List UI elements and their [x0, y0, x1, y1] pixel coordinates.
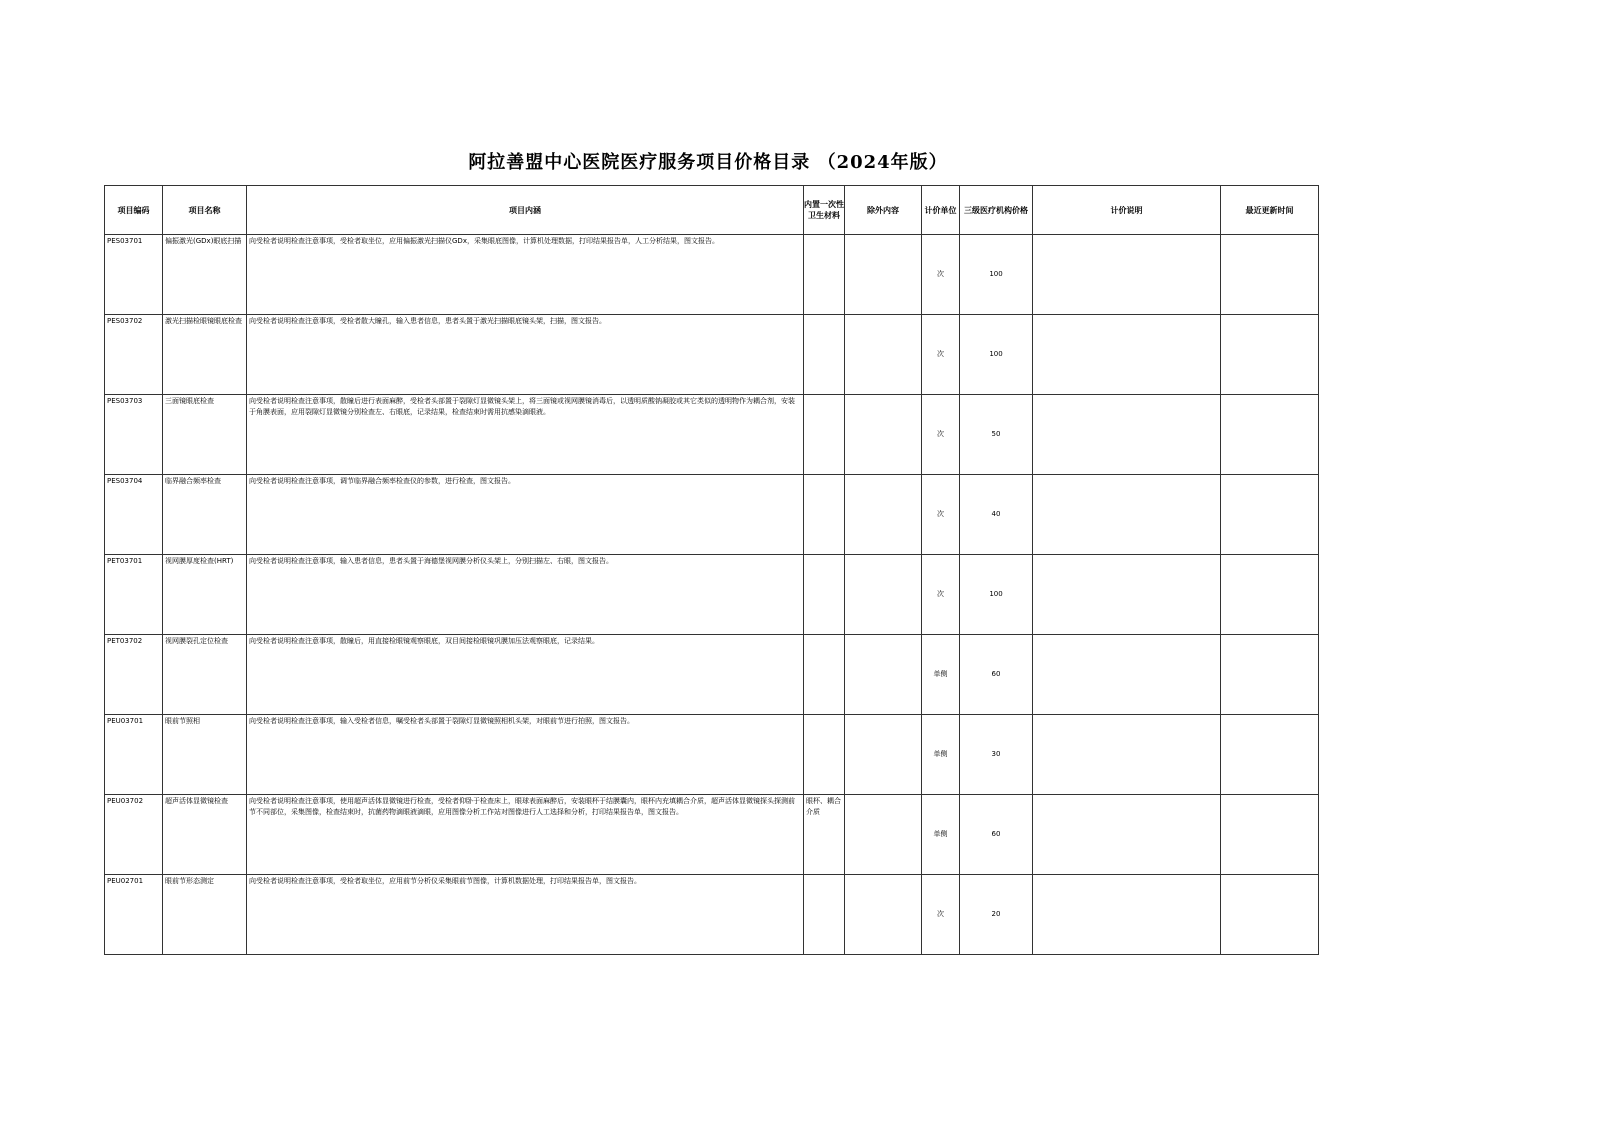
cell-name: 眼前节形态测定	[163, 875, 247, 955]
table-row	[105, 715, 1319, 795]
cell-unit: 单侧	[922, 795, 960, 875]
cell-exclude	[845, 795, 922, 875]
col-header-unit: 计价单位	[922, 186, 960, 235]
cell-code: PES03703	[105, 395, 163, 475]
table-row	[105, 235, 1319, 315]
cell-material	[804, 875, 845, 955]
cell-material	[804, 235, 845, 315]
cell-note	[1033, 635, 1221, 715]
cell-content: 向受检者说明检查注意事项，输入受检者信息，嘱受检者头部置于裂隙灯显微镜照相机头架，对眼前节进行拍照，图文报告。	[247, 715, 804, 795]
table-row	[105, 475, 1319, 555]
cell-updated	[1221, 795, 1319, 875]
cell-content: 向受检者说明检查注意事项，受检者取坐位，应用偏振激光扫描仪GDx，采集眼底图像，计算机处理数据，打印结果报告单，人工分析结果，图文报告。	[247, 235, 804, 315]
cell-material	[804, 635, 845, 715]
cell-unit: 次	[922, 395, 960, 475]
cell-price: 40	[960, 475, 1033, 555]
cell-exclude	[845, 235, 922, 315]
cell-material	[804, 555, 845, 635]
cell-price: 50	[960, 395, 1033, 475]
cell-content: 向受检者说明检查注意事项，输入患者信息，患者头置于海德堡视网膜分析仪头架上，分别扫描左、右眼，图文报告。	[247, 555, 804, 635]
cell-updated	[1221, 555, 1319, 635]
cell-updated	[1221, 395, 1319, 475]
cell-note	[1033, 795, 1221, 875]
table-row	[105, 315, 1319, 395]
cell-note	[1033, 715, 1221, 795]
cell-note	[1033, 875, 1221, 955]
cell-material	[804, 475, 845, 555]
cell-note	[1033, 235, 1221, 315]
cell-unit: 次	[922, 235, 960, 315]
table-row	[105, 555, 1319, 635]
cell-unit: 次	[922, 475, 960, 555]
cell-exclude	[845, 635, 922, 715]
cell-unit: 单侧	[922, 715, 960, 795]
cell-code: PET03701	[105, 555, 163, 635]
cell-code: PEU02701	[105, 875, 163, 955]
page-title: 阿拉善盟中心医院医疗服务项目价格目录 （2024年版）	[468, 152, 948, 173]
cell-name: 偏振激光(GDx)眼底扫描	[163, 235, 247, 315]
cell-note	[1033, 475, 1221, 555]
cell-code: PET03702	[105, 635, 163, 715]
cell-material	[804, 395, 845, 475]
col-header-code: 项目编码	[105, 186, 163, 235]
col-header-material: 内置一次性卫生材料	[804, 186, 845, 235]
cell-exclude	[845, 475, 922, 555]
col-header-name: 项目名称	[163, 186, 247, 235]
cell-code: PES03701	[105, 235, 163, 315]
cell-name: 三面镜眼底检查	[163, 395, 247, 475]
cell-content: 向受检者说明检查注意事项，调节临界融合频率检查仪的参数，进行检查，图文报告。	[247, 475, 804, 555]
cell-unit: 单侧	[922, 635, 960, 715]
cell-material	[804, 715, 845, 795]
cell-price: 100	[960, 315, 1033, 395]
cell-code: PES03702	[105, 315, 163, 395]
cell-content: 向受检者说明检查注意事项，使用超声活体显微镜进行检查，受检者仰卧于检查床上，眼球表面麻醉后，安装眼杯于结膜囊内，眼杯内充填耦合介质，超声活体显微镜探头探测前节不同部位，采集图像，检查结束时，抗菌药物滴眼液滴眼，应用图像分析工作站对图像进行人工选择和分析，打印结果报告单，图文报告。	[247, 795, 804, 875]
cell-exclude	[845, 555, 922, 635]
col-header-note: 计价说明	[1033, 186, 1221, 235]
cell-unit: 次	[922, 315, 960, 395]
cell-updated	[1221, 715, 1319, 795]
cell-material	[804, 315, 845, 395]
cell-unit: 次	[922, 875, 960, 955]
cell-exclude	[845, 395, 922, 475]
cell-content: 向受检者说明检查注意事项，散瞳后进行表面麻醉，受检者头部置于裂隙灯显微镜头架上，将三面镜或视网膜镜消毒后，以透明质酸钠凝胶或其它类似的透明物作为耦合剂，安装于角膜表面，应用裂隙灯显微镜分别检查左、右眼底，记录结果，检查结束时需用抗感染滴眼液。	[247, 395, 804, 475]
cell-updated	[1221, 235, 1319, 315]
table-row	[105, 875, 1319, 955]
cell-exclude	[845, 315, 922, 395]
price-table	[104, 185, 1319, 955]
header-row	[105, 186, 1319, 235]
cell-unit: 次	[922, 555, 960, 635]
cell-updated	[1221, 475, 1319, 555]
cell-content: 向受检者说明检查注意事项，散瞳后，用直接检眼镜观察眼底，双目间接检眼镜巩膜加压法观察眼底，记录结果。	[247, 635, 804, 715]
cell-price: 100	[960, 555, 1033, 635]
cell-name: 眼前节照相	[163, 715, 247, 795]
cell-price: 100	[960, 235, 1033, 315]
cell-name: 临界融合频率检查	[163, 475, 247, 555]
table-row	[105, 635, 1319, 715]
cell-price: 30	[960, 715, 1033, 795]
col-header-content: 项目内涵	[247, 186, 804, 235]
cell-name: 视网膜裂孔定位检查	[163, 635, 247, 715]
cell-updated	[1221, 635, 1319, 715]
cell-updated	[1221, 315, 1319, 395]
cell-price: 60	[960, 635, 1033, 715]
cell-code: PES03704	[105, 475, 163, 555]
cell-price: 60	[960, 795, 1033, 875]
cell-code: PEU03701	[105, 715, 163, 795]
cell-note	[1033, 315, 1221, 395]
cell-price: 20	[960, 875, 1033, 955]
cell-note	[1033, 555, 1221, 635]
col-header-updated: 最近更新时间	[1221, 186, 1319, 235]
cell-note	[1033, 395, 1221, 475]
table-row	[105, 795, 1319, 875]
col-header-price: 三级医疗机构价格	[960, 186, 1033, 235]
table-row	[105, 395, 1319, 475]
col-header-exclude: 除外内容	[845, 186, 922, 235]
cell-material: 眼杯、耦合介质	[804, 795, 845, 875]
cell-name: 激光扫描检眼镜眼底检查	[163, 315, 247, 395]
cell-exclude	[845, 715, 922, 795]
cell-name: 视网膜厚度检查(HRT)	[163, 555, 247, 635]
cell-exclude	[845, 875, 922, 955]
cell-updated	[1221, 875, 1319, 955]
cell-content: 向受检者说明检查注意事项，受检者取坐位，应用前节分析仪采集眼前节图像，计算机数据处理，打印结果报告单，图文报告。	[247, 875, 804, 955]
cell-name: 超声活体显微镜检查	[163, 795, 247, 875]
cell-content: 向受检者说明检查注意事项，受检者散大瞳孔，输入患者信息，患者头置于激光扫描眼底镜头架，扫描，图文报告。	[247, 315, 804, 395]
cell-code: PEU03702	[105, 795, 163, 875]
